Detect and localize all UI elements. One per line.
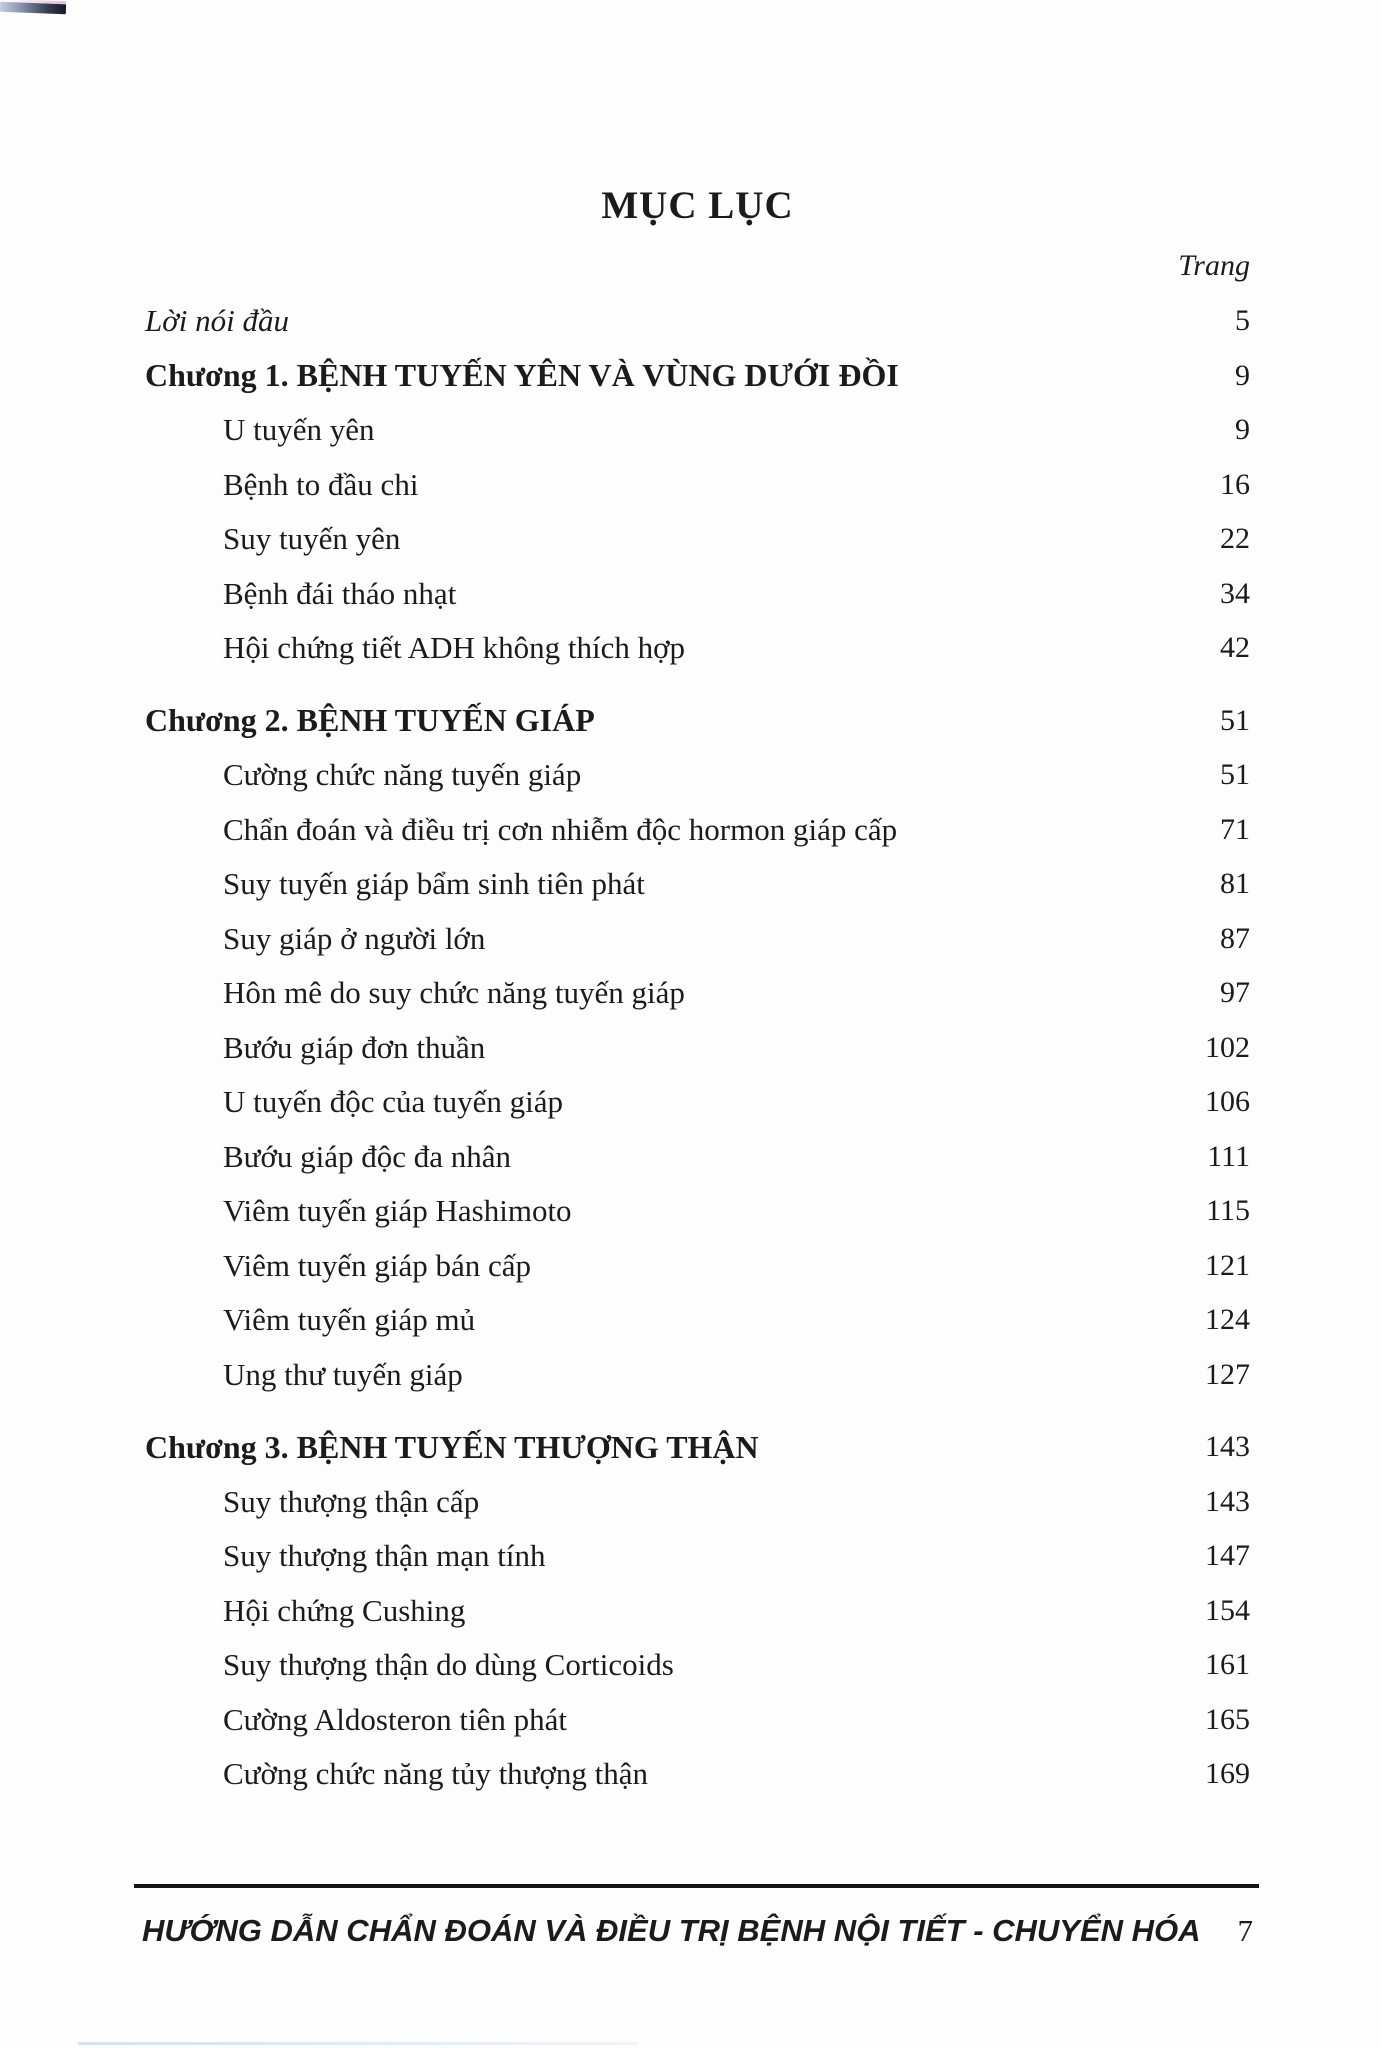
toc-list (145, 294, 1250, 1802)
toc-entry-label: Cường Aldosteron tiên phát (223, 1701, 568, 1737)
toc-entry-page: 16 (1220, 467, 1250, 501)
toc-entry-page: 71 (1220, 812, 1250, 846)
toc-entry-label: U tuyến độc của tuyến giáp (223, 1084, 564, 1120)
toc-row (145, 857, 1250, 912)
toc-row (145, 1348, 1250, 1403)
page-column-label: Trang (1178, 249, 1250, 282)
toc-entry-label: Bướu giáp đơn thuần (223, 1029, 486, 1065)
toc-entry-page: 9 (1235, 413, 1250, 447)
toc-entry-label: Suy giáp ở người lớn (223, 920, 486, 956)
toc-entry-label: Viêm tuyến giáp Hashimoto (223, 1193, 572, 1229)
toc-entry-page: 81 (1220, 867, 1250, 901)
toc-row (145, 1638, 1250, 1693)
toc-entry-page: 165 (1205, 1702, 1250, 1736)
toc-entry-label: Bệnh to đầu chi (223, 466, 419, 502)
toc-entry-label: Hội chứng tiết ADH không thích hợp (223, 630, 685, 666)
toc-entry-page: 161 (1205, 1648, 1250, 1682)
toc-row (145, 1021, 1250, 1076)
toc-row (145, 1184, 1250, 1239)
toc-row (145, 1529, 1250, 1584)
toc-entry-label: Hôn mê do suy chức năng tuyến giáp (223, 975, 685, 1011)
toc-row (145, 966, 1250, 1021)
toc-entry-label: Hội chứng Cushing (223, 1592, 466, 1628)
toc-row (145, 1584, 1250, 1639)
toc-row (145, 458, 1250, 513)
toc-row (145, 748, 1250, 803)
toc-entry-page: 22 (1220, 522, 1250, 556)
toc-entry-label: Cường chức năng tuyến giáp (223, 757, 582, 793)
toc-entry-page: 154 (1205, 1593, 1250, 1627)
toc-entry-label: Lời nói đầu (145, 303, 290, 339)
toc-entry-page: 127 (1205, 1357, 1250, 1391)
toc-entry-label: Suy tuyến giáp bẩm sinh tiên phát (223, 866, 645, 902)
toc-row (145, 1747, 1250, 1802)
toc-row (145, 694, 1250, 749)
toc-entry-page: 9 (1235, 358, 1250, 392)
toc-entry-label: Chương 3. BỆNH TUYẾN THƯỢNG THẬN (145, 1428, 759, 1465)
toc-entry-page: 115 (1206, 1194, 1250, 1228)
toc-entry-label: Suy thượng thận mạn tính (223, 1538, 546, 1574)
toc-page (145, 0, 1250, 1802)
page-footer (134, 1884, 1259, 1949)
toc-entry-page: 106 (1205, 1085, 1250, 1119)
toc-entry-page: 143 (1205, 1430, 1250, 1464)
toc-row (145, 912, 1250, 967)
toc-row (145, 567, 1250, 622)
toc-entry-page: 51 (1220, 703, 1250, 737)
toc-entry-label: Chương 1. BỆNH TUYẾN YÊN VÀ VÙNG DƯỚI ĐỒI (145, 357, 899, 394)
toc-entry-label: Ung thư tuyến giáp (223, 1356, 463, 1392)
toc-entry-page: 111 (1207, 1139, 1250, 1173)
toc-row (145, 1130, 1250, 1185)
footer-page-number: 7 (1237, 1913, 1253, 1948)
toc-row (145, 1420, 1250, 1475)
toc-entry-page: 143 (1205, 1484, 1250, 1518)
toc-entry-page: 169 (1205, 1757, 1250, 1791)
toc-entry-page: 121 (1205, 1248, 1250, 1282)
toc-entry-label: Viêm tuyến giáp bán cấp (223, 1247, 532, 1283)
scan-artifact-top-left (0, 2, 66, 15)
toc-entry-label: U tuyến yên (223, 412, 375, 448)
toc-entry-page: 87 (1220, 921, 1250, 955)
toc-entry-label: Chẩn đoán và điều trị cơn nhiễm độc hormon giáp cấp (223, 811, 898, 847)
toc-entry-page: 5 (1235, 304, 1250, 338)
toc-row (145, 349, 1250, 404)
toc-row (145, 1239, 1250, 1294)
toc-entry-page: 51 (1220, 758, 1250, 792)
toc-row (145, 803, 1250, 858)
page-title: MỤC LỤC (601, 184, 794, 227)
toc-entry-label: Chương 2. BỆNH TUYẾN GIÁP (145, 702, 595, 739)
scan-artifact-bottom (78, 2042, 638, 2045)
toc-row (145, 1075, 1250, 1130)
toc-entry-label: Suy thượng thận do dùng Corticoids (223, 1647, 674, 1683)
footer-running-title: HƯỚNG DẪN CHẨN ĐOÁN VÀ ĐIỀU TRỊ BỆNH NỘI TIẾT - CHUYỂN HÓA (142, 1913, 1201, 1948)
toc-row (145, 512, 1250, 567)
toc-row (145, 1475, 1250, 1530)
toc-row (145, 1693, 1250, 1748)
toc-entry-label: Suy tuyến yên (223, 521, 401, 557)
toc-row (145, 294, 1250, 349)
toc-entry-page: 124 (1205, 1303, 1250, 1337)
toc-entry-page: 42 (1220, 631, 1250, 665)
toc-entry-page: 102 (1205, 1030, 1250, 1064)
toc-entry-page: 147 (1205, 1539, 1250, 1573)
toc-entry-label: Bướu giáp độc đa nhân (223, 1138, 512, 1174)
toc-row (145, 1293, 1250, 1348)
toc-entry-label: Viêm tuyến giáp mủ (223, 1302, 476, 1338)
toc-entry-page: 97 (1220, 976, 1250, 1010)
toc-row (145, 403, 1250, 458)
toc-row (145, 621, 1250, 676)
toc-entry-page: 34 (1220, 576, 1250, 610)
toc-entry-label: Suy thượng thận cấp (223, 1483, 480, 1519)
toc-entry-label: Cường chức năng tủy thượng thận (223, 1756, 648, 1792)
toc-entry-label: Bệnh đái tháo nhạt (223, 575, 457, 611)
